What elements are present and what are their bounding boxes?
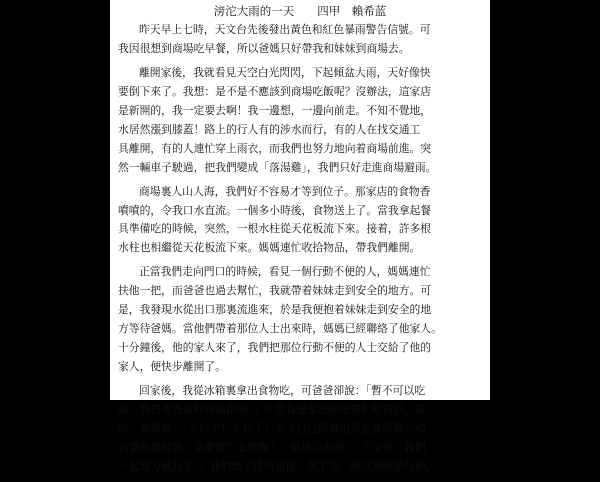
paragraph-line: 水柱也相繼從天花板流下來。媽媽連忙收拾物品，帶我們離開。 xyxy=(118,241,421,255)
paragraph-line: 十分鐘後，他的家人來了，我們把那位行動不便的人士交給了他的 xyxy=(118,341,432,355)
paragraph-line: 要倒下來了。我想：是不是不應該到商場吃飯呢？沒辦法，這家店 xyxy=(118,84,432,98)
paragraph-line: 八號颱風信號。怎麼辦？怎麼辦？」妹妹立刻說：「不用怕，我們 xyxy=(118,440,426,454)
document-page xyxy=(110,0,490,473)
paragraph-line: 離開家後，我就看見天空白光閃閃，下起傾盆大雨，天好像快 xyxy=(139,66,431,79)
paragraph-line: 我因很想到商場吃早餐，所以爸媽只好帶我和妹妹到商場去。 xyxy=(118,41,410,55)
paragraph-line: 水居然漲到膝蓋！路上的行人有的涉水而行，有的人在找交通工 xyxy=(118,122,421,136)
paragraph-line: 昨天早上七時，天文台先後發出黃色和紅色暴雨警告信號。可 xyxy=(139,23,431,36)
paragraph-line: 然一輛車子駛過，把我們變成「落湯雞」，我們只好走進商場避雨。 xyxy=(118,160,437,174)
paragraph-line: 家人，便快步離開了。 xyxy=(118,359,226,373)
paragraph-line: 商場裏人山人海，我們好不容易才等到位子。那家店的食物香 xyxy=(139,184,431,198)
paragraph-line: 是，我發現水從出口那裏流進來，於是我便抱着妹妹走到安全的地 xyxy=(118,303,432,317)
paragraph-2 xyxy=(118,64,482,177)
paragraph-line: 飯，我們要先做好防風措施。」於是我便拿出膠紙幫忙貼窗戶。這 xyxy=(118,402,426,416)
paragraph-line: 具準備吃的時候，突然，一根水柱從天花板流下來。接着，許多根 xyxy=(118,222,432,236)
document-body xyxy=(118,21,482,482)
paragraph-1 xyxy=(118,21,482,59)
paragraph-3 xyxy=(118,183,482,259)
paragraph-line: 扶他一把，而爸爸也過去幫忙，我就帶着妹妹走到安全的地方。可 xyxy=(118,284,432,298)
document-title: 滂沱大雨的一天 四甲 賴希蓝 xyxy=(213,4,387,18)
paragraph-line: 方等待爸媽。當他們帶着那位人士出來時，媽媽已經聯絡了他家人。 xyxy=(118,322,442,336)
paragraph-line: 正當我們走向門口的時候，看見一個行動不便的人，媽媽連忙 xyxy=(139,265,431,279)
paragraph-line: 具離開，有的人連忙穿上雨衣，而我們也努力地向着商場前進。突 xyxy=(118,141,432,155)
paragraph-line: 回家後，我從冰箱裏拿出食物吃，可爸爸卻說：「暫不可以吃 xyxy=(139,384,426,398)
paragraph-4 xyxy=(118,263,482,376)
paragraph-line: 一起努力就行了。」我們聽了這句話後，笑了笑，就立刻開始行動。 xyxy=(118,459,437,473)
paragraph-5 xyxy=(118,382,482,477)
paragraph-line: 噴噴的，令我口水直流。一個多小時後，食物送上了。當我拿起餐 xyxy=(118,203,432,217)
paragraph-line: 是新開的，我一定要去啊！我一邊想，一邊向前走。不知不覺地， xyxy=(118,103,432,117)
paragraph-line: 時，媽媽說：「不好了！不好了！天文台已經發出黑色暴雨警告和 xyxy=(118,421,426,435)
